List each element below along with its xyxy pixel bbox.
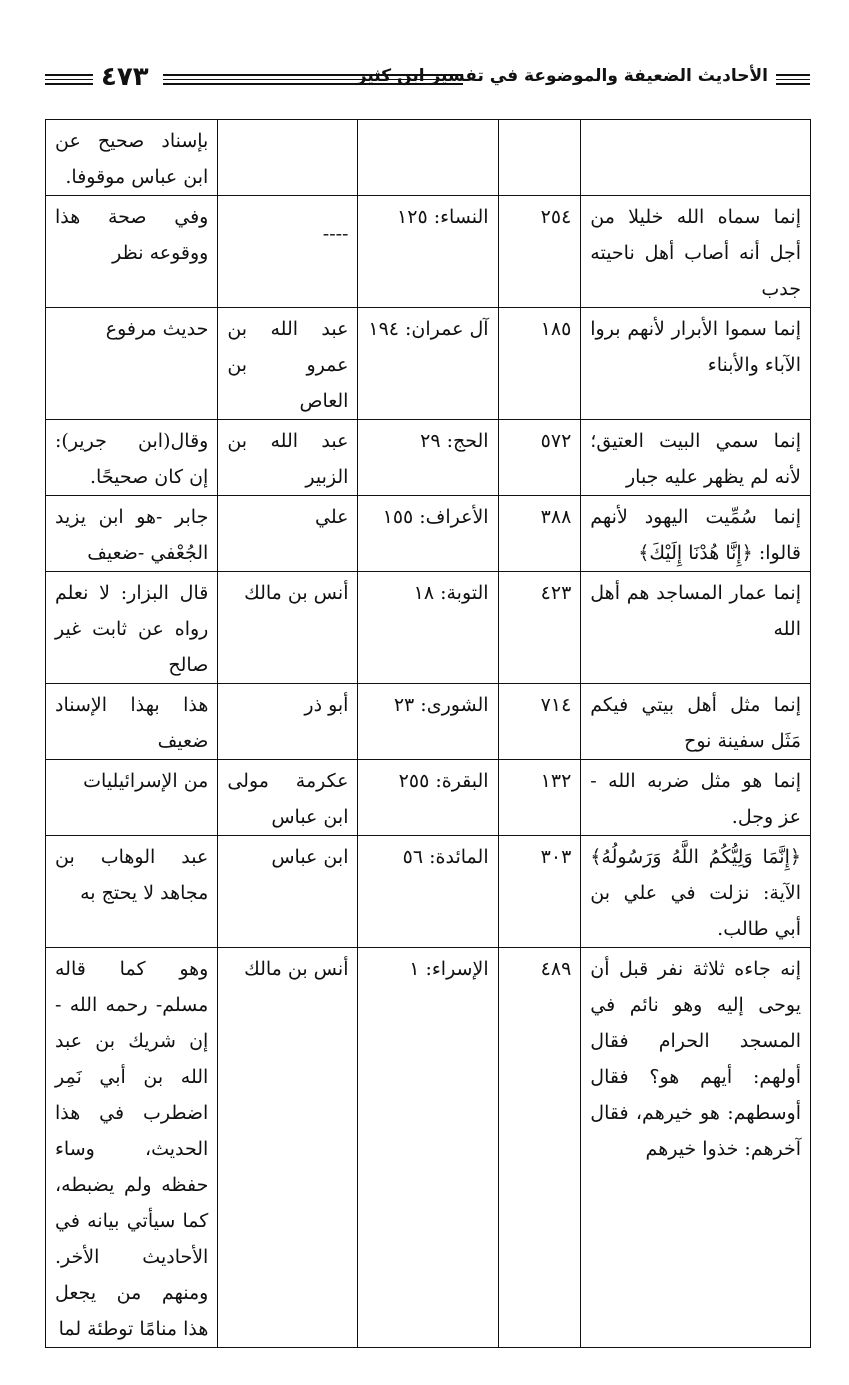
table-row [46, 760, 811, 836]
table-row [46, 836, 811, 948]
narrator-cell: أبو ذر [218, 684, 358, 760]
narrator-cell [218, 120, 358, 196]
hadith-number-cell [498, 120, 581, 196]
narrator-cell: أنس بن مالك [218, 572, 358, 684]
hadith-table [45, 119, 811, 1348]
hadith-number-cell: ١٣٢ [498, 760, 581, 836]
ayah-reference-cell: التوبة: ١٨ [358, 572, 498, 684]
page-number: ٤٧٣ [101, 62, 149, 92]
grading-note-cell: جابر -هو ابن يزيد الجُعْفي -ضعيف [46, 496, 218, 572]
hadith-number-cell: ٤٨٩ [498, 948, 581, 1348]
header-rule-left [45, 74, 93, 85]
hadith-number-cell: ٧١٤ [498, 684, 581, 760]
ayah-reference-cell: المائدة: ٥٦ [358, 836, 498, 948]
table-row [46, 420, 811, 496]
table-row [46, 308, 811, 420]
grading-note-cell: قال البزار: لا نعلم رواه عن ثابت غير صالح [46, 572, 218, 684]
hadith-number-cell: ٢٥٤ [498, 196, 581, 308]
ayah-reference-cell: الإسراء: ١ [358, 948, 498, 1348]
hadith-text-cell: إنما سُمِّيت اليهود لأنهم قالوا: ﴿إِنَّا هُدْنَا إِلَيْكَ﴾ [581, 496, 811, 572]
page-header [45, 62, 810, 96]
hadith-text-cell: ﴿إِنَّمَا وَلِيُّكُمُ اللَّهُ وَرَسُولُهُ﴾ الآية: نزلت في علي بن أبي طالب. [581, 836, 811, 948]
hadith-text-cell: إنما سماه الله خليلا من أجل أنه أصاب أهل ناحيته جدب [581, 196, 811, 308]
ayah-reference-cell: البقرة: ٢٥٥ [358, 760, 498, 836]
hadith-text-cell: إنما هو مثل ضربه الله - عز وجل. [581, 760, 811, 836]
ayah-reference-cell [358, 120, 498, 196]
hadith-number-cell: ٤٢٣ [498, 572, 581, 684]
table-row [46, 572, 811, 684]
header-rule-right [776, 74, 810, 85]
ayah-reference-cell: الحج: ٢٩ [358, 420, 498, 496]
grading-note-cell: هذا بهذا الإسناد ضعيف [46, 684, 218, 760]
hadith-number-cell: ٣٨٨ [498, 496, 581, 572]
hadith-text-cell: إنما مثل أهل بيتي فيكم مَثَل سفينة نوح [581, 684, 811, 760]
narrator-cell: عبد الله بن الزبير [218, 420, 358, 496]
hadith-text-cell: إنه جاءه ثلاثة نفر قبل أن يوحى إليه وهو نائم في المسجد الحرام فقال أولهم: أيهم هو؟ فقال أوسطهم: هو خيرهم، فقال آخرهم: خذوا خيرهم [581, 948, 811, 1348]
table-row [46, 496, 811, 572]
grading-note-cell: وقال(ابن جرير): إن كان صحيحًا. [46, 420, 218, 496]
grading-note-cell: حديث مرفوع [46, 308, 218, 420]
ayah-reference-cell: الشورى: ٢٣ [358, 684, 498, 760]
hadith-text-cell: إنما عمار المساجد هم أهل الله [581, 572, 811, 684]
ayah-reference-cell: آل عمران: ١٩٤ [358, 308, 498, 420]
grading-note-cell: من الإسرائيليات [46, 760, 218, 836]
hadith-text-cell [581, 120, 811, 196]
grading-note-cell: بإسناد صحيح عن ابن عباس موقوفا. [46, 120, 218, 196]
table-row [46, 948, 811, 1348]
header-rule-middle [163, 74, 463, 85]
hadith-text-cell: إنما سمي البيت العتيق؛ لأنه لم يظهر عليه جبار [581, 420, 811, 496]
hadith-number-cell: ١٨٥ [498, 308, 581, 420]
table-row [46, 684, 811, 760]
narrator-cell: عكرمة مولى ابن عباس [218, 760, 358, 836]
narrator-cell: ---- [218, 196, 358, 308]
grading-note-cell: وهو كما قاله مسلم- رحمه الله - إن شريك بن عبد الله بن أبي نَمِر اضطرب في هذا الحديث، وساء حفظه ولم يضبطه، كما سيأتي بيانه في الأحاديث الأخر. ومنهم من يجعل هذا منامًا توطئة لما [46, 948, 218, 1348]
hadith-number-cell: ٥٧٢ [498, 420, 581, 496]
narrator-cell: علي [218, 496, 358, 572]
running-title: الأحاديث الضعيفة والموضوعة في تفسير ابن كثير [356, 66, 768, 86]
table-row [46, 196, 811, 308]
table-row [46, 120, 811, 196]
grading-note-cell: وفي صحة هذا ووقوعه نظر [46, 196, 218, 308]
narrator-cell: عبد الله بن عمرو بن العاص [218, 308, 358, 420]
ayah-reference-cell: الأعراف: ١٥٥ [358, 496, 498, 572]
grading-note-cell: عبد الوهاب بن مجاهد لا يحتج به [46, 836, 218, 948]
hadith-number-cell: ٣٠٣ [498, 836, 581, 948]
hadith-text-cell: إنما سموا الأبرار لأنهم بروا الآباء والأبناء [581, 308, 811, 420]
narrator-cell: ابن عباس [218, 836, 358, 948]
ayah-reference-cell: النساء: ١٢٥ [358, 196, 498, 308]
narrator-cell: أنس بن مالك [218, 948, 358, 1348]
